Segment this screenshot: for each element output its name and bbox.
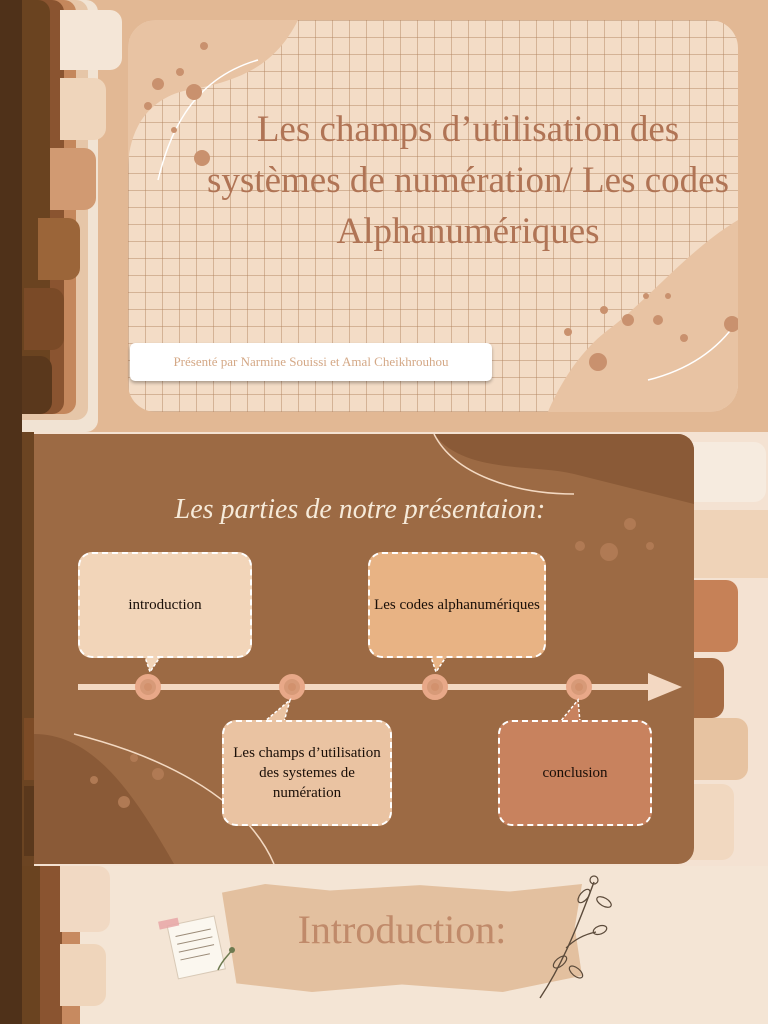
- tab-strip: [0, 866, 22, 1024]
- outline-title: Les parties de notre présentaion:: [174, 494, 546, 525]
- presenter-label: Présenté par Narmine Souissi et Amal Cheikhrouhou: [130, 343, 492, 381]
- note-card-icon: [158, 910, 238, 982]
- tab-divider[interactable]: [60, 944, 106, 1006]
- tab-divider[interactable]: [60, 10, 122, 70]
- outline-item-champs: Les champs d’utilisation des systemes de numération: [222, 720, 392, 826]
- tab-divider[interactable]: [38, 218, 80, 280]
- tab-divider[interactable]: [22, 356, 52, 414]
- tab-divider[interactable]: [24, 288, 64, 350]
- outline-item-codes: Les codes alphanumériques: [368, 552, 546, 658]
- tab-strip: [0, 0, 22, 432]
- outline-item-introduction: introduction: [78, 552, 252, 658]
- slide-title: [0, 0, 768, 432]
- presentation-title: Les champs d’utilisation des systèmes de numération/ Les codes Alphanumériques: [207, 109, 729, 252]
- botanical-branch-icon: [530, 872, 620, 1002]
- tab-divider[interactable]: [60, 866, 110, 932]
- section-title: Introduction:: [297, 907, 507, 952]
- tab-divider[interactable]: [60, 78, 106, 140]
- slide-outline: [0, 432, 768, 866]
- outline-item-conclusion: conclusion: [498, 720, 652, 826]
- slide-introduction: [0, 866, 768, 1024]
- tab-divider[interactable]: [50, 148, 96, 210]
